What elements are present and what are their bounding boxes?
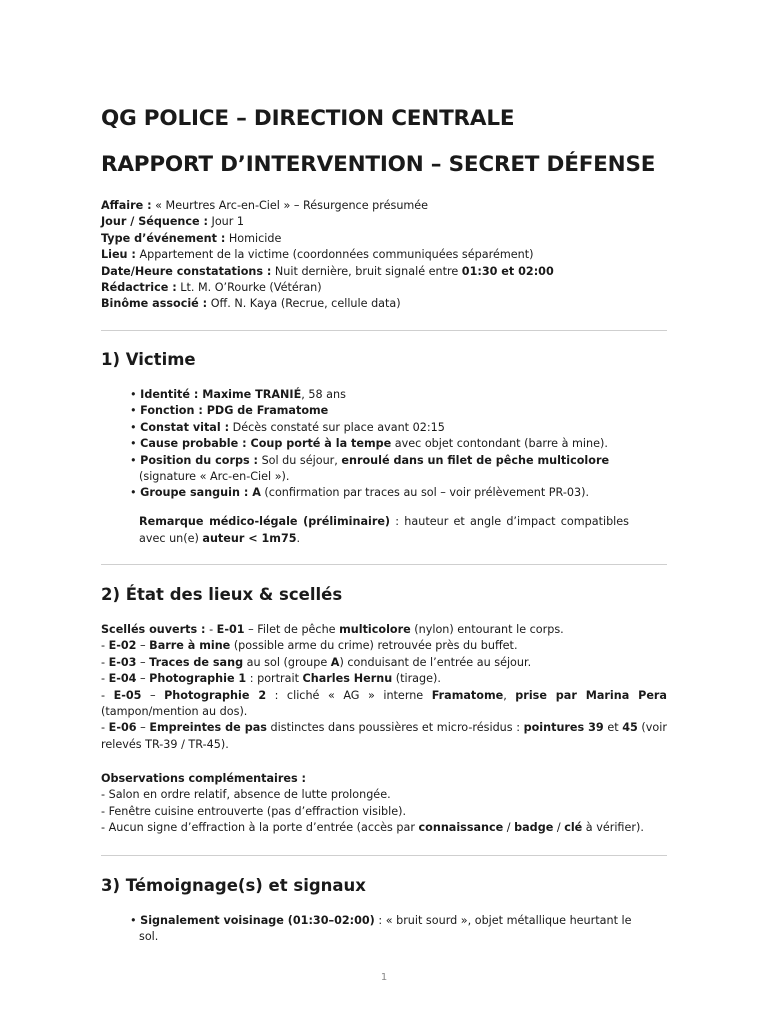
medico-legal-remark: Remarque médico-légale (préliminaire) : hauteur et angle d’impact compatibles avec un(e) auteur < 1m75. bbox=[139, 515, 629, 545]
scelle-e02: - E-02 – Barre à mine (possible arme du crime) retrouvée près du buffet. bbox=[101, 639, 518, 653]
meta-affaire: Affaire : « Meurtres Arc-en-Ciel » – Résurgence présumée bbox=[101, 199, 429, 212]
divider bbox=[101, 564, 667, 565]
list-item: • Groupe sanguin : A (confirmation par traces au sol – voir prélèvement PR-03). bbox=[130, 485, 640, 501]
scelle-e04: - E-04 – Photographie 1 : portrait Charles Hernu (tirage). bbox=[101, 672, 441, 686]
scelle-e05: - E-05 – Photographie 2 : cliché « AG » interne Framatome, prise par Marina Pera (tampon/mention au dos). bbox=[101, 688, 667, 719]
list-item: • Fonction : PDG de Framatome bbox=[130, 403, 640, 419]
divider bbox=[101, 855, 667, 856]
page-number: 1 bbox=[380, 972, 388, 983]
observation-item: - Salon en ordre relatif, absence de lutte prolongée. bbox=[101, 788, 391, 802]
list-item: • Signalement voisinage (01:30–02:00) : « bruit sourd », objet métallique heurtant le sol. bbox=[130, 913, 640, 946]
scelle-e06: - E-06 – Empreintes de pas distinctes dans poussières et micro-résidus : pointures 39 et 45 (voir relevés TR-39 / TR-45). bbox=[101, 721, 667, 751]
meta-lieu: Lieu : Appartement de la victime (coordonnées communiquées séparément) bbox=[101, 248, 534, 262]
header-title: QG POLICE – DIRECTION CENTRALE bbox=[101, 106, 515, 131]
divider bbox=[101, 330, 667, 331]
section-heading-victime: 1) Victime bbox=[101, 350, 196, 369]
case-metadata bbox=[101, 198, 554, 313]
observation-item: - Fenêtre cuisine entrouverte (pas d’effraction visible). bbox=[101, 804, 407, 818]
section-heading-etat-des-lieux: 2) État des lieux & scellés bbox=[101, 585, 343, 604]
list-item: • Constat vital : Décès constaté sur place avant 02:15 bbox=[130, 420, 640, 436]
meta-binome: Binôme associé : Off. N. Kaya (Recrue, cellule data) bbox=[101, 297, 401, 311]
meta-jour: Jour / Séquence : Jour 1 bbox=[101, 215, 245, 229]
report-title: RAPPORT D’INTERVENTION – SECRET DÉFENSE bbox=[101, 152, 656, 177]
list-item: • Position du corps : Sol du séjour, enroulé dans un filet de pêche multicolore (signature « Arc-en-Ciel »). bbox=[130, 453, 640, 486]
observations-label: Observations complémentaires : bbox=[101, 772, 306, 785]
observation-item: - Aucun signe d’effraction à la porte d’entrée (accès par connaissance / badge / clé à vérifier). bbox=[101, 821, 644, 835]
section-heading-temoignages: 3) Témoignage(s) et signaux bbox=[101, 876, 366, 895]
victim-details-list bbox=[130, 387, 640, 502]
list-item: • Cause probable : Coup porté à la tempe avec objet contondant (barre à mine). bbox=[130, 436, 640, 452]
list-item: • Identité : Maxime TRANIÉ, 58 ans bbox=[130, 387, 640, 403]
meta-date: Date/Heure constatations : Nuit dernière, bruit signalé entre 01:30 et 02:00 bbox=[101, 264, 554, 278]
scelles-list bbox=[101, 622, 667, 753]
signals-list bbox=[130, 913, 640, 946]
meta-redactrice: Rédactrice : Lt. M. O’Rourke (Vétéran) bbox=[101, 281, 322, 295]
scelle-e03: - E-03 – Traces de sang au sol (groupe A) conduisant de l’entrée au séjour. bbox=[101, 655, 532, 669]
scelle-e01: Scellés ouverts : - E-01 – Filet de pêche multicolore (nylon) entourant le corps. bbox=[101, 623, 564, 636]
meta-type: Type d’événement : Homicide bbox=[101, 231, 282, 245]
observations bbox=[101, 771, 667, 837]
